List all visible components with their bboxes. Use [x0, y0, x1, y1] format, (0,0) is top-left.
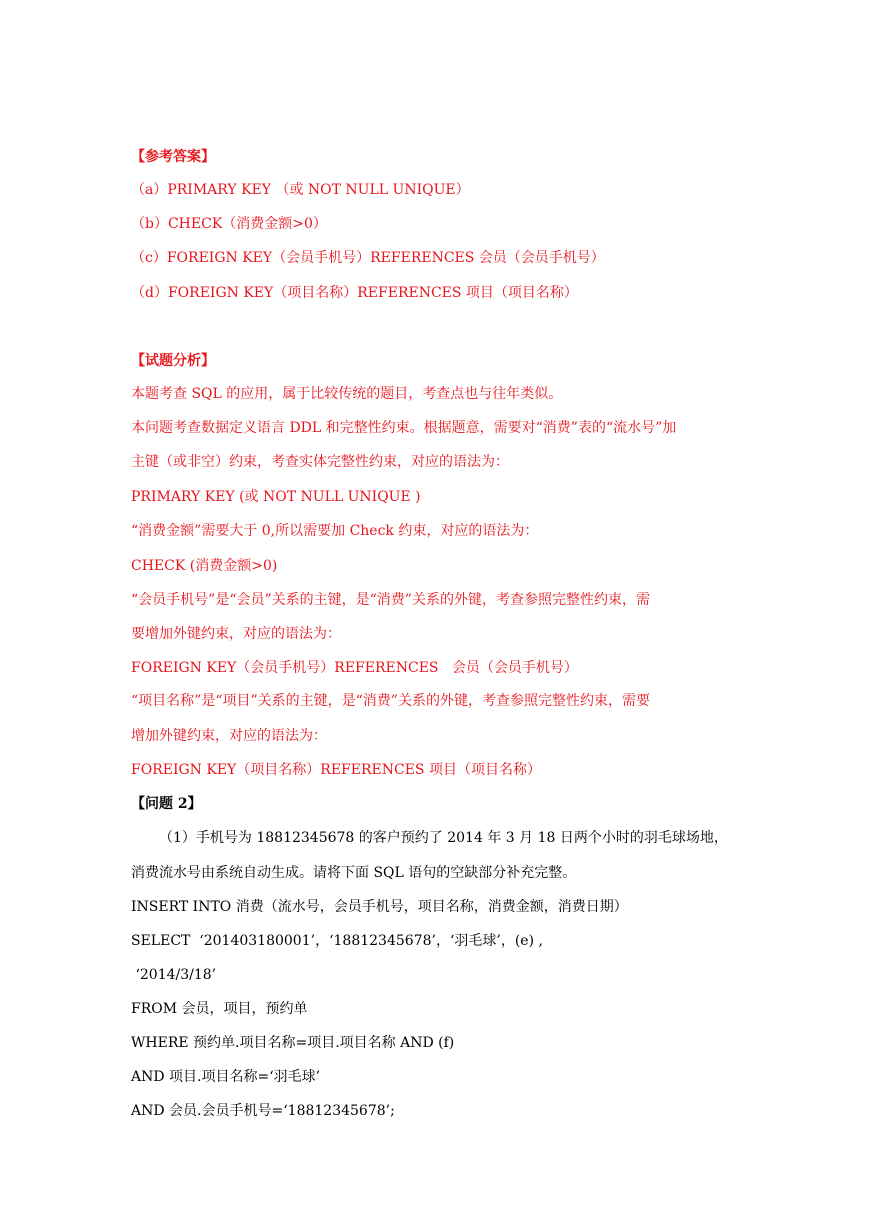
answer-item-d: （d）FOREIGN KEY（项目名称）REFERENCES 项目（项目名称） — [131, 285, 578, 301]
analysis-line: “项目名称”是“项目”关系的主键，是“消费”关系的外键，考查参照完整性约束，需要 — [131, 693, 650, 709]
question2-line: （1）手机号为 18812345678 的客户预约了 2014 年 3 月 18 日两个小时的羽毛球场地， — [159, 830, 728, 846]
question2-sql-line: FROM 会员，项目，预约单 — [131, 1001, 308, 1017]
analysis-line: 增加外键约束，对应的语法为： — [131, 728, 327, 744]
answer-item-c: （c）FOREIGN KEY（会员手机号）REFERENCES 会员（会员手机号） — [131, 250, 605, 266]
analysis-line: FOREIGN KEY（会员手机号）REFERENCES 会员（会员手机号） — [131, 660, 578, 676]
analysis-line: 本问题考查数据定义语言 DDL 和完整性约束。根据题意，需要对“消费”表的“流水号”加 — [131, 420, 677, 436]
analysis-line: 本题考查 SQL 的应用，属于比较传统的题目，考查点也与往年类似。 — [131, 386, 563, 402]
answer-item-a: （a）PRIMARY KEY （或 NOT NULL UNIQUE） — [131, 182, 470, 198]
analysis-line: CHECK (消费金额>0) — [131, 558, 278, 574]
question2-sql-line: WHERE 预约单.项目名称=项目.项目名称 AND (f) — [131, 1035, 455, 1051]
analysis-line: PRIMARY KEY (或 NOT NULL UNIQUE ) — [131, 489, 421, 505]
question2-heading: 【问题 2】 — [131, 796, 202, 812]
analysis-line: “消费金额”需要大于 0,所以需要加 Check 约束，对应的语法为： — [131, 523, 539, 539]
question2-sql-line: INSERT INTO 消费（流水号，会员手机号，项目名称，消费金额，消费日期） — [131, 899, 628, 915]
question2-sql-line: ‘2014/3/18’ — [131, 967, 217, 983]
analysis-line: 主键（或非空）约束，考查实体完整性约束，对应的语法为： — [131, 454, 509, 470]
question2-sql-line: AND 会员.会员手机号=‘18812345678’; — [131, 1103, 395, 1119]
analysis-line: FOREIGN KEY（项目名称）REFERENCES 项目（项目名称） — [131, 762, 541, 778]
question2-sql-line: SELECT ‘201403180001’，‘18812345678’，‘羽毛球’，(e) , — [131, 933, 543, 949]
analysis-line: 要增加外键约束，对应的语法为： — [131, 626, 341, 642]
question2-sql-line: AND 项目.项目名称=‘羽毛球’ — [131, 1069, 321, 1085]
answer-item-b: （b）CHECK（消费金额>0） — [131, 216, 327, 232]
analysis-line: “会员手机号”是“会员”关系的主键，是“消费”关系的外键，考查参照完整性约束，需 — [131, 592, 650, 608]
question2-line: 消费流水号由系统自动生成。请将下面 SQL 语句的空缺部分补充完整。 — [131, 865, 577, 881]
analysis-heading: 【试题分析】 — [131, 353, 215, 369]
answer-heading: 【参考答案】 — [131, 149, 215, 165]
